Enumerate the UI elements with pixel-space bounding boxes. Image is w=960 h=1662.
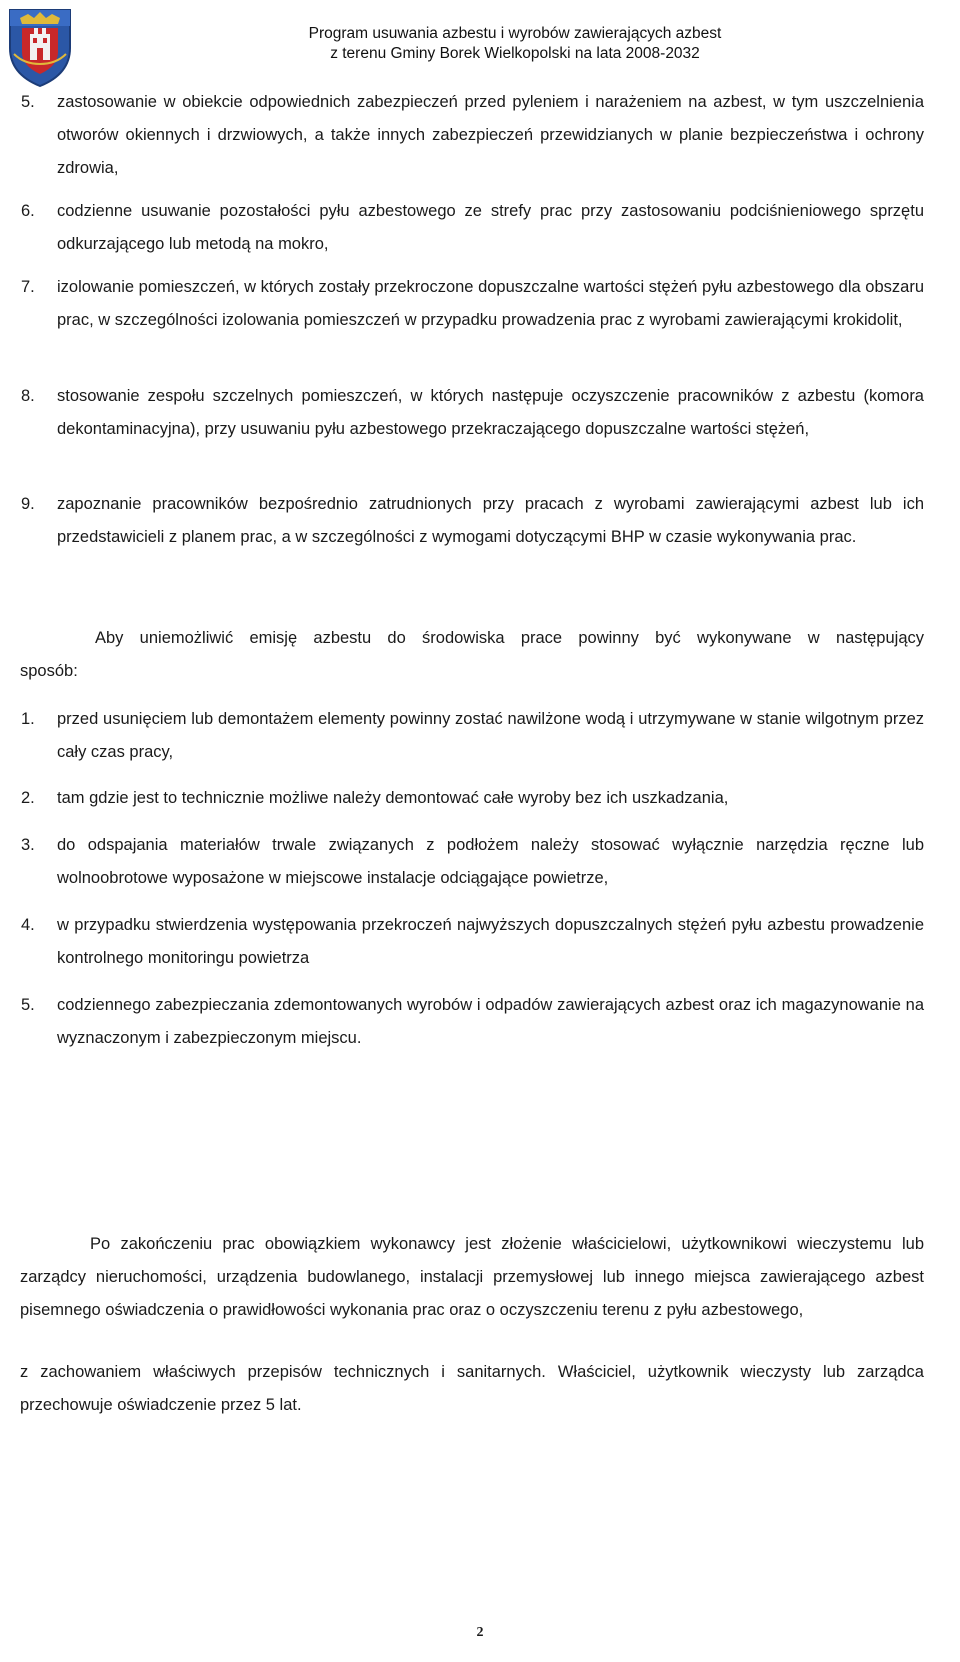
list-item (21, 271, 924, 337)
list-item-number: 1. (21, 710, 35, 728)
list-item-number: 8. (21, 387, 35, 405)
list-item-text: codzienne usuwanie pozostałości pyłu azbestowego ze strefy prac przy zastosowaniu podciśnieniowego sprzętu odkurzającego lub metodą na mokro, (57, 202, 924, 253)
list-item-text: codziennego zabezpieczania zdemontowanych wyrobów i odpadów zawierających azbest oraz ich magazynowanie na wyznaczonym i zabezpieczonym miejscu. (57, 996, 924, 1047)
list-item (21, 989, 924, 1055)
page-number: 2 (476, 1625, 484, 1640)
list-item-text: zapoznanie pracowników bezpośrednio zatrudnionych przy pracach z wyrobami zawierającymi azbest lub ich przedstawicieli z planem prac, a w szczególności z wymogami dotyczącymi BHP w czasie wykonywania prac. (57, 495, 924, 546)
list-item-text: przed usunięciem lub demontażem elementy powinny zostać nawilżone wodą i utrzymywane w stanie wilgotnym przez cały czas pracy, (57, 710, 924, 761)
intro-paragraph (20, 622, 924, 688)
coat-of-arms-icon (4, 4, 76, 88)
list-item-number: 2. (21, 789, 35, 807)
list-item (21, 380, 924, 446)
list-item-text: stosowanie zespołu szczelnych pomieszczeń, w których następuje oczyszczenie pracowników z azbestu (komora dekontaminacyjna), przy usuwaniu pyłu azbestowego przekraczającego dopuszczalne wartości stężeń, (57, 387, 924, 438)
list-item (21, 195, 924, 261)
list-item-number: 3. (21, 836, 35, 854)
closing-paragraph-1: Po zakończeniu prac obowiązkiem wykonawcy jest złożenie właścicielowi, użytkownikowi wieczystemu lub zarządcy nieruchomości, urządzenia budowlanego, instalacji przemysłowej lub innego miejsca zawierającego azbest pisemnego oświadczenia o prawidłowości wykonania prac oraz o oczyszczeniu terenu z pyłu azbestowego, (20, 1235, 924, 1319)
list-item-number: 7. (21, 278, 35, 296)
list-item-number: 9. (21, 495, 35, 513)
list-item (21, 829, 924, 895)
header-line-1: Program usuwania azbestu i wyrobów zawierających azbest (308, 25, 722, 42)
header-line-2: z terenu Gminy Borek Wielkopolski na lata 2008-2032 (330, 45, 700, 62)
list-item-number: 5. (21, 996, 35, 1014)
closing-paragraph-2: z zachowaniem właściwych przepisów technicznych i sanitarnych. Właściciel, użytkownik wieczysty lub zarządca przechowuje oświadczenie przez 5 lat. (20, 1363, 924, 1414)
list-item-number: 4. (21, 916, 35, 934)
intro-line-1: Aby uniemożliwić emisję azbestu do środowiska prace powinny być wykonywane w następujący (95, 629, 924, 647)
intro-line-2: sposób: (20, 662, 78, 680)
list-item (21, 782, 924, 815)
list-item-text: do odspajania materiałów trwale związanych z podłożem należy stosować wyłącznie narzędzia ręczne lub wolnoobrotowe wyposażone w miejscowe instalacje odciągające powietrze, (57, 836, 924, 887)
list-item-text: w przypadku stwierdzenia występowania przekroczeń najwyższych dopuszczalnych stężeń pyłu azbestu prowadzenie kontrolnego monitoringu powietrza (57, 916, 924, 967)
page-header (0, 0, 960, 90)
list-item (21, 488, 924, 554)
list-item-number: 5. (21, 93, 35, 111)
header-title (190, 24, 840, 64)
list-item (21, 703, 924, 769)
list-item-text: izolowanie pomieszczeń, w których zostały przekroczone dopuszczalne wartości stężeń pyłu azbestowego dla obszaru prac, w szczególności izolowania pomieszczeń w przypadku prowadzenia prac z wyrobami zawierającymi krokidolit, (57, 278, 924, 329)
list-item-text: zastosowanie w obiekcie odpowiednich zabezpieczeń przed pyleniem i narażeniem na azbest, w tym uszczelnienia otworów okiennych i drzwiowych, a także innych zabezpieczeń przewidzianych w planie bezpieczeństwa i ochrony zdrowia, (57, 93, 924, 177)
list-item-number: 6. (21, 202, 35, 220)
list-item (21, 86, 924, 185)
list-item-text: tam gdzie jest to technicznie możliwe należy demontować całe wyroby bez ich uszkadzania, (57, 789, 729, 807)
list-item (21, 909, 924, 975)
